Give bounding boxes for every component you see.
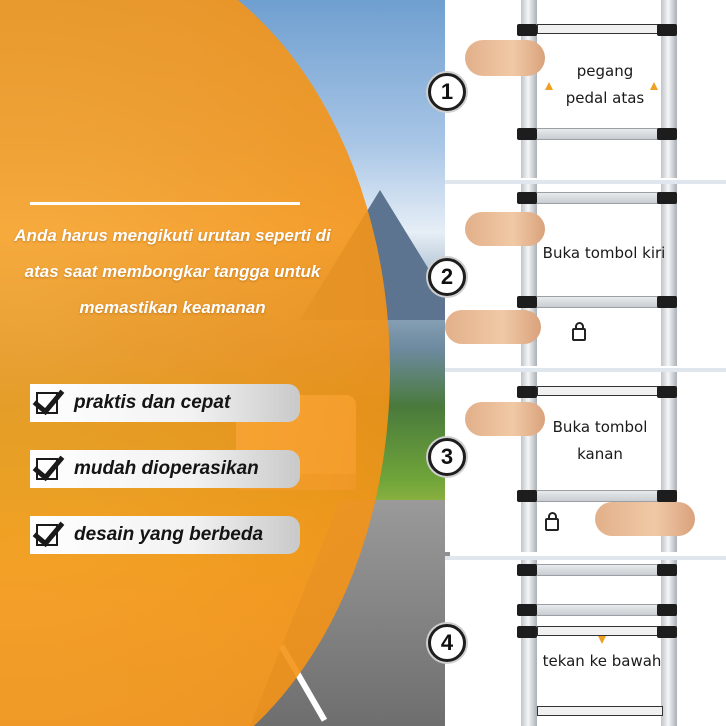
ladder-clip xyxy=(517,296,537,308)
ladder-rung xyxy=(521,296,677,308)
ladder-clip xyxy=(517,192,537,204)
feature-item xyxy=(30,450,300,488)
lock-icon xyxy=(572,328,586,341)
ladder-clip xyxy=(517,24,537,36)
ladder-rung xyxy=(521,128,677,140)
step-panel-2 xyxy=(445,180,726,366)
feature-label: mudah dioperasikan xyxy=(74,458,259,479)
ladder-label xyxy=(537,626,663,636)
ladder-label xyxy=(537,386,663,396)
ladder-rung xyxy=(521,490,677,502)
intro-line-3: memastikan keamanan xyxy=(79,298,266,317)
step-number-4: 4 xyxy=(428,624,466,662)
ladder-rung xyxy=(521,192,677,204)
step-number-1: 1 xyxy=(428,73,466,111)
feature-label: praktis dan cepat xyxy=(74,392,231,413)
ladder-label xyxy=(537,24,663,34)
ladder-clip xyxy=(657,296,677,308)
ladder-clip xyxy=(657,604,677,616)
step-1-line-2: pedal atas xyxy=(565,89,645,107)
ladder-clip xyxy=(657,490,677,502)
ladder-rung xyxy=(521,604,677,616)
ladder-rail-left xyxy=(521,560,537,726)
ladder-clip xyxy=(517,128,537,140)
divider-line xyxy=(30,202,300,205)
step-number-3: 3 xyxy=(428,438,466,476)
step-panel-1 xyxy=(445,0,726,178)
ladder-clip xyxy=(657,386,677,398)
ladder-clip xyxy=(517,564,537,576)
ladder-rail-left xyxy=(521,372,537,552)
ladder-rail-right xyxy=(661,184,677,366)
step-3-line-2: kanan xyxy=(577,445,623,463)
step-panel-4 xyxy=(445,556,726,726)
ladder-clip xyxy=(657,564,677,576)
feature-item xyxy=(30,516,300,554)
checkbox-icon xyxy=(36,458,58,480)
ladder-label xyxy=(537,706,663,716)
hand-image xyxy=(465,212,545,246)
step-1-text xyxy=(555,58,655,112)
hand-thumb-image xyxy=(595,502,695,536)
hand-image xyxy=(465,402,545,436)
ladder-rail-right xyxy=(661,560,677,726)
step-3-line-1: Buka tombol xyxy=(552,418,648,436)
step-number-2: 2 xyxy=(428,258,466,296)
ladder-clip xyxy=(517,626,537,638)
step-3-text xyxy=(545,414,655,468)
step-4-text xyxy=(537,648,667,675)
hand-thumb-image xyxy=(445,310,541,344)
hand-image xyxy=(465,40,545,76)
arrow-down-icon xyxy=(598,636,606,644)
ladder-clip xyxy=(657,128,677,140)
ladder-clip xyxy=(517,490,537,502)
checkbox-icon xyxy=(36,392,58,414)
step-2-text xyxy=(539,240,669,267)
step-1-line-1: pegang xyxy=(576,62,634,80)
step-2-line-1: Buka tombol kiri xyxy=(542,244,666,262)
lock-icon xyxy=(545,518,559,531)
arrow-up-icon xyxy=(545,82,553,90)
ladder-clip xyxy=(517,386,537,398)
feature-item xyxy=(30,384,300,422)
step-4-line-1: tekan ke bawah xyxy=(542,652,662,670)
ladder-clip xyxy=(517,604,537,616)
ladder-clip xyxy=(657,24,677,36)
feature-label: desain yang berbeda xyxy=(74,524,264,545)
intro-text xyxy=(0,218,345,326)
ladder-rung xyxy=(521,564,677,576)
ladder-clip xyxy=(657,626,677,638)
intro-line-1: Anda harus mengikuti urutan seperti di xyxy=(14,226,331,245)
step-panel-3 xyxy=(445,368,726,552)
checkbox-icon xyxy=(36,524,58,546)
intro-line-2: atas saat membongkar tangga untuk xyxy=(24,262,321,281)
ladder-clip xyxy=(657,192,677,204)
